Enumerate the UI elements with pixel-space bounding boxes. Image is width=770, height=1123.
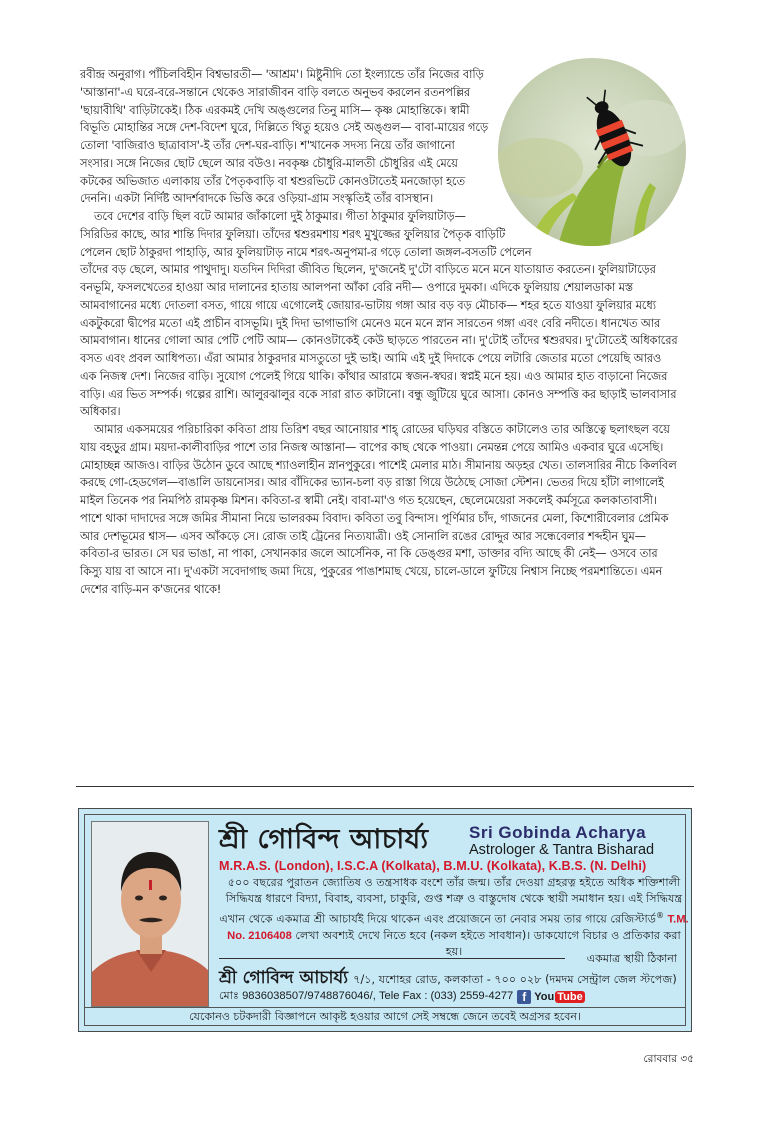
astrologer-name-small: শ্রী গোবিন্দ আচার্য্য [219,968,349,988]
youtube-tube-text: Tube [557,990,583,1003]
page-footer: রোববার ৩৫ [643,1053,694,1065]
astrologer-name-bengali: শ্রী গোবিন্দ আচার্য্য [219,824,429,855]
address-divider [219,958,565,959]
astrologer-address: ৭/১, যশোহর রোড, কলকাতা - ৭০০ ০২৮ (দমদম সেন্ট্রাল জেল স্টপেজ) [353,973,677,986]
youtube-you-text: You [534,990,555,1003]
astrologer-advertisement [78,808,692,1032]
article-paragraph: আমার একসময়ের পরিচারিকা কবিতা প্রায় তিরিশ বছর আনোয়ার শাহ্‌ রোডের ঘড়িঘর বস্তিতে কাটালেও তার অস্তিত্বে ছলাৎছল বয়ে যায় বহড়ুর গ্রাম। ময়দা-কালীবাড়ির পাশে তার নিজস্ব আস্তানা— বাপের কাছ থেকে পাওয়া। নেমন্তন্ন পেয়ে আমিও একবার ঘুরে এসেছি। মোহাচ্ছন্ন আজও। বাড়ির উঠোন ডুবে আছে শ্যাওলাহীন স্নানপুকুরে। পাশেই মেলার মাঠ। সীমানায় অড়হর খেত। তালসারির নীচে কিলবিল করছে গো-হেডগেল—বাঙালি ডায়নোসর। আর বাঁদিকের ভ্যান-চলা বড় রাস্তা গিয়ে উঠেছে সোজা স্টেশন। ভেতর দিয়ে হাঁটা লাগালেই মাইল তিনেক পর নিমপিঠ রামকৃষ্ণ মিশন। কবিতা-র স্বামী নেই। বাবা-মা'ও গত হয়েছেন, ছেলেমেয়েরা সকলেই কর্মসূত্রে কলকাতাবাসী। পাশে থাকা দাদাদের সঙ্গে জমির সীমানা নিয়ে ভালরকম বিবাদ। কবিতা তবু বিন্দাস। পূর্ণিমার চাঁদ, গাজনের মেলা, কিশোরীবেলার প্রেমিক আর দেশভূমের শ্বাস— এসব আঁকড়ে সে। রোজ তাই ট্রেনের নিত্যযাত্রী। ওই সোনালি রঙের রোদ্দুর আর সন্ধেবেলার শব্দহীন ঘুম— কবিতা-র ভারত। সে ঘর ভাঙা, না পাকা, সেখানকার জলে আর্সেনিক, না কি ডেঙ্গুর মশা, ডাক্তার বদ্যি আছে কী নেই— ওসবে তার কিস্যু যায় বা আসে না। দু'একটা সবেদাগাছ জমা দিয়ে, পুকুরের পাঙাশমাছ খেয়ে, চালে-ডালে ফুটিয়ে নিশ্বাস নিচ্ছে পরমশান্তিতে। এমন দেশের বাড়ি-মন ক'জনের থাকে! [80,422,677,596]
beetle-photo [498,58,686,246]
astrologer-name-english: Sri Gobinda Acharya [469,823,647,842]
only-address-label: একমাত্র স্থায়ী ঠিকানা [586,952,677,965]
ad-description-part2: লেখা অবশ্যই দেখে নিতে হবে (নকল হইতে সাবধান)। ডাকযোগে বিচার ও প্রতিকার করা হয়। [295,928,681,959]
registered-mark: ® [655,910,664,920]
ad-description [219,875,689,961]
astrologer-portrait [91,821,209,1007]
contact-row [219,987,689,1006]
ad-warning: যেকোনও চটকদারী বিজ্ঞাপনে আকৃষ্ট হওয়ার আগে সেই সম্বন্ধে জেনে তবেই অগ্রসর হবেন। [85,1007,685,1025]
youtube-icon [534,991,584,1003]
ad-frame [84,814,689,1026]
article-paragraph: তবে দেশের বাড়ি ছিল বটে আমার জাঁকালো দুই ঠাকুমার। গীতা ঠাকুমার ফুলিয়াটাড়— সিরিডির কাছে, আর শান্তি দিদার ফুলিয়া। তাঁদের শ্বশুরমশায় শরৎ মুখুজ্জের ফুলিয়ার পৈতৃক বাড়িটি পেলেন ছোট ঠাকুরদা পাহাড়ি, আর ফুলিয়াটাড় নামে শরৎ-অনুপমা-র গড়ে তোলা জঙ্গল-বসতটি পেলেন তাঁদের বড় ছেলে, আমার পাথুদাদু। যতদিন দিদিরা জীবিত ছিলেন, দু'জনেই দু'টো বাড়িতে মনে মনে যাতায়াত করতেন। ফুলিয়াটাড়ের বনভূমি, ফসলখেতের হাওয়া আর দালানের হাতায় আলপনা আঁকা বেরি নদী— ওপারে দুমকা। এদিকে ফুলিয়ায় শেয়ালডাকা মস্ত আমবাগানের মধ্যে দোতলা বসত, গায়ে গায়ে এগোলেই জোয়ার-ভাটায় গঙ্গা আর বড় বড় মৌচাক— শহর হতে যাওয়া ফুলিয়ার মধ্যে একটুকরো দ্বীপের মতো এই প্রাচীন বাসভূমি। দুই দিদা ভাগাভাগি মেনেও মনে মনে স্নান সারতেন গঙ্গা এবং বেরি নদীতে। ধানখেত আর আমবাগান। ধানের গোলা আর পেটি পেটি আম— কোনওটাকেই কেউ ছাড়তে পারতেন না। দু'টোই তাঁদের শ্বশুরঘর। দু'টোতেই অধিকারের বসত এবং প্রবল আধিপত্য। এঁরা আমার ঠাকুরদার মাসতুতো দুই ভাই। আমি এই দুই দিদাকে পেয়ে লটারি জেতার মতো পেয়েছি আরও এক নিজস্ব দেশ। নিজের বাড়ি। সুযোগ পেলেই গিয়ে থাকি। কাঁথার আরামে স্বজন-স্বঘর। স্বপ্নই মনে হয়। এও আমার হাত বাড়ানো নিজের বাড়ি। এর ভিত সম্পর্ক। গল্পের রাশি। আলুরঝালুর বকে সারা রাত কাটানো। বন্ধু জুটিয়ে ঘুরে আসা। কোনও সম্পত্তি কর ছাড়াই ভালবাসার অধিকার। [80,209,678,419]
astrologer-degrees: M.R.A.S. (London), I.S.C.A (Kolkata), B.M.U. (Kolkata), K.B.S. (N. Delhi) [219,859,647,873]
trademark-number: T.M. No. 2106408 [227,913,689,942]
article-body [80,66,680,599]
astrologer-title: Astrologer & Tantra Bisharad [469,842,655,858]
ad-description-part1: ৫০০ বছরের পুরাতন জ্যোতিষ ও তন্ত্রসাধক বংশে তাঁর জন্ম। তাঁর দেওয়া গ্রহরত্ন হইতে অধিক শক্তিশালী সিদ্ধিযন্ত্র ধারণে বিদ্যা, বিবাহ, ব্যবসা, চাকুরি, গুপ্ত শত্রু ও বাস্তুদোষ থেকে স্থায়ী সমাধান হয়। এই সিদ্ধিযন্ত্র এখান থেকে একমাত্র শ্রী আচার্যই দিয়ে থাকেন এবং প্রয়োজনে তা নেবার সময় তার গায়ে রেজিস্টার্ড [219,876,683,926]
section-divider [76,786,694,787]
article-paragraph: রবীন্দ্র অনুরাগ। পাঁচিলবিহীন বিশ্বভারতী— 'আশ্রম'। মিষ্টুনীদি তো ইংল্যান্ডে তাঁর নিজের বাড়ি 'আস্তানা'-এ ঘরে-বরে-সন্তানে থেকেও সারাজীবন বাড়ি বলতে অনুভব করলেন রতনপল্লির 'ছায়াবীথি' বাড়িটাকেই। ঠিক এরকমই দেখি অঙ্গুলের তিনু মাসি— কৃষ্ণ মোহান্তিকে। স্বামী বিভূতি মোহান্তির সঙ্গে দেশ-বিদেশ ঘুরে, দিল্লিতে থিতু হয়েও সেই অঙ্গুল— বাবা-মায়ের গড়ে তোলা 'বাজিরাও ছাত্রাবাস'-ই তাঁর দেশ-ঘর-বাড়ি। শ'খানেক সদস্য নিয়ে তাঁর জাগানো সংসার। সঙ্গে নিজের ছোট ছেলে আর বউও। নবকৃষ্ণ চৌধুরি-মালতী চৌধুরির এই মেয়ে কটকের অভিজাত এলাকায় তাঁর পৈতৃকবাড়ি বা শ্বশুরভিটে কোনওটাতেই মনজোড়া হতে দেননি। একটা নির্দিষ্ট আদর্শবাদকে ভিত্তি করে ওড়িয়া-গ্রাম সংস্কৃতিই তাঁর বাসস্থান। [80,67,488,206]
phone-numbers: মোঃ 9836038507/9748876046/, Tele Fax : (033) 2559-4277 [219,990,514,1002]
facebook-icon: f [517,990,531,1004]
